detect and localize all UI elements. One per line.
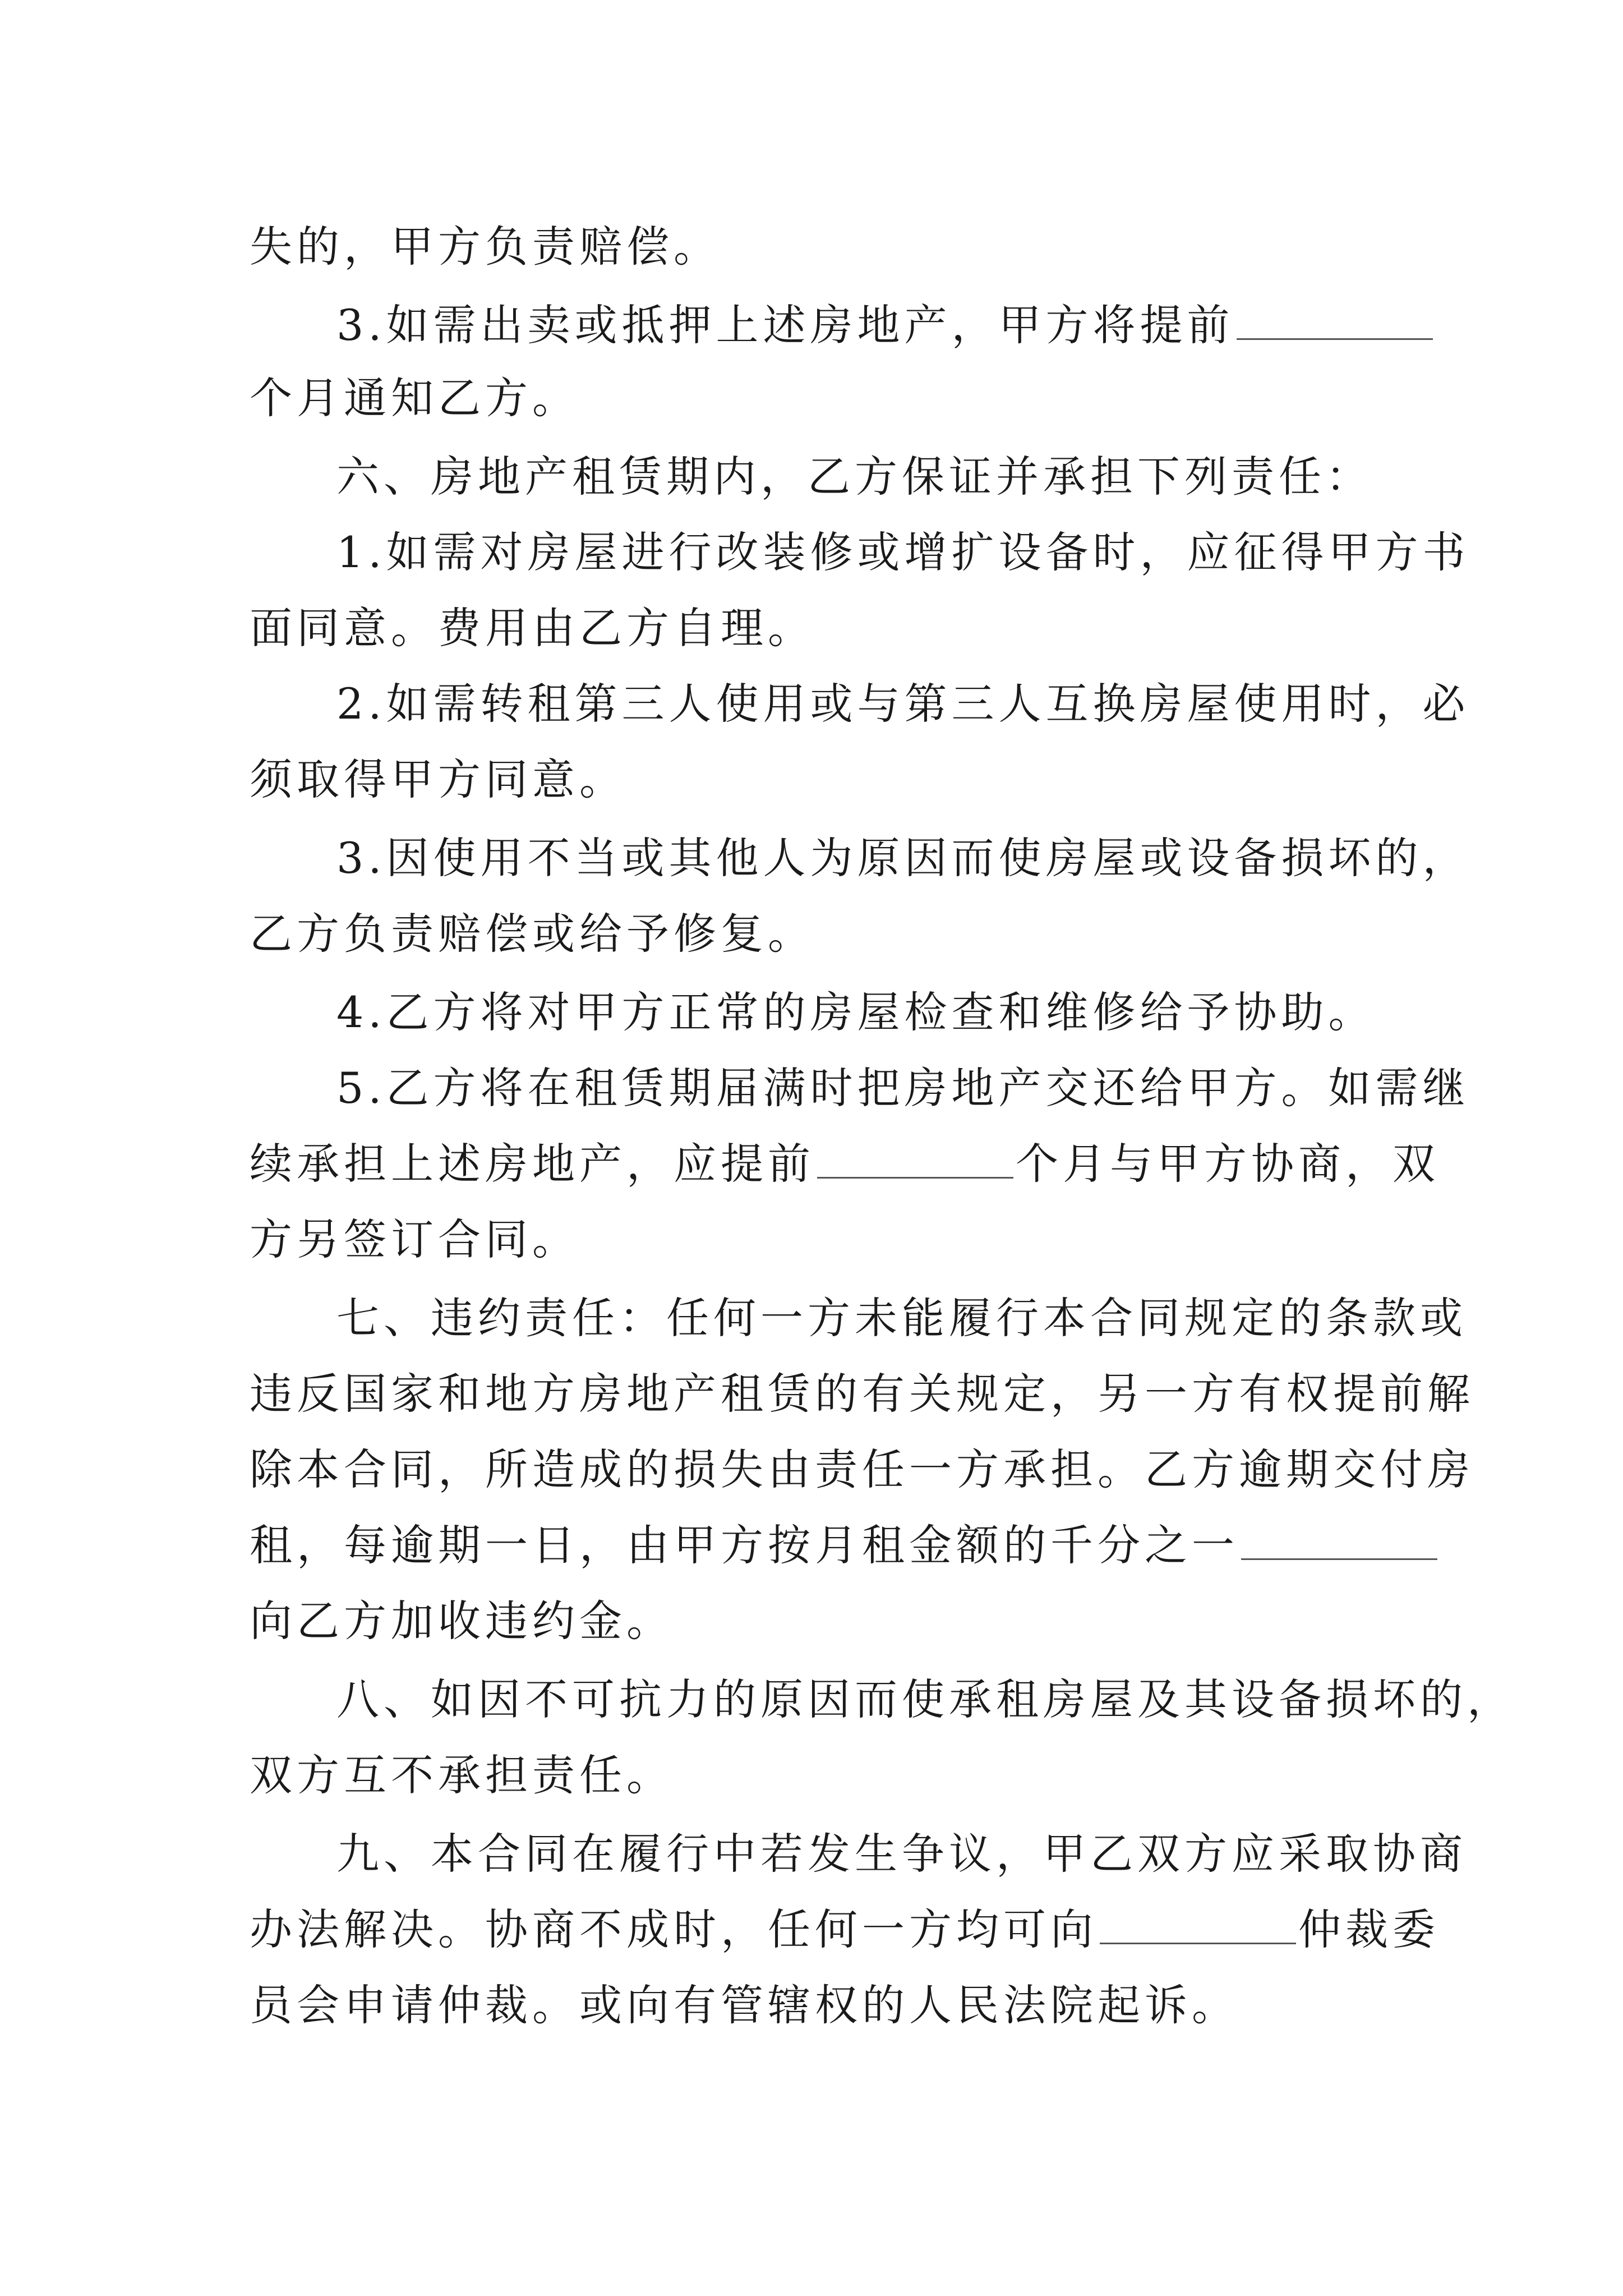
line-text: 5.乙方将在租赁期届满时把房地产交还给甲方。如需继 bbox=[336, 1063, 1470, 1113]
line-text: 须取得甲方同意。 bbox=[250, 754, 626, 804]
line-text: 八、如因不可抗力的原因而使承租房屋及其设备损坏的， bbox=[336, 1674, 1514, 1724]
text-line bbox=[336, 519, 1470, 586]
line-text: 个月与甲方协商，双 bbox=[1016, 1139, 1440, 1189]
line-text: 双方互不承担责任。 bbox=[250, 1750, 674, 1800]
text-line bbox=[250, 1130, 1440, 1198]
text-line bbox=[250, 213, 721, 280]
line-text: 面同意。费用由乙方自理。 bbox=[250, 603, 815, 653]
text-line bbox=[336, 1666, 1514, 1733]
text-line bbox=[336, 292, 1435, 359]
line-text: 仲裁委 bbox=[1298, 1904, 1440, 1954]
text-line bbox=[250, 1972, 1239, 2039]
text-line bbox=[250, 365, 579, 432]
line-text: 六、房地产租赁期内，乙方保证并承担下列责任： bbox=[336, 452, 1373, 501]
text-line bbox=[250, 1436, 1474, 1503]
line-text: 续承担上述房地产，应提前 bbox=[250, 1139, 815, 1189]
line-text: 失的，甲方负责赔偿。 bbox=[250, 222, 721, 272]
line-text: 违反国家和地方房地产租赁的有关规定，另一方有权提前解 bbox=[250, 1369, 1474, 1419]
line-text: 3.如需出卖或抵押上述房地产，甲方将提前 bbox=[336, 300, 1234, 350]
text-line bbox=[336, 1820, 1467, 1888]
text-line bbox=[250, 900, 815, 968]
text-line bbox=[250, 1206, 579, 1273]
text-line bbox=[336, 443, 1373, 510]
line-text: 员会申请仲裁。或向有管辖权的人民法院起诉。 bbox=[250, 1980, 1239, 2030]
text-line bbox=[250, 1742, 674, 1809]
line-text: 4.乙方将对甲方正常的房屋检查和维修给予协助。 bbox=[336, 987, 1376, 1037]
line-text: 除本合同，所造成的损失由责任一方承担。乙方逾期交付房 bbox=[250, 1444, 1474, 1494]
text-line bbox=[336, 979, 1376, 1046]
line-text: 乙方负责赔偿或给予修复。 bbox=[250, 909, 815, 959]
text-line bbox=[336, 670, 1470, 738]
line-text: 3.因使用不当或其他人为原因而使房屋或设备损坏的， bbox=[336, 833, 1470, 883]
text-line bbox=[250, 595, 815, 662]
text-line bbox=[250, 1896, 1440, 1963]
text-line bbox=[336, 1055, 1470, 1122]
line-text: 七、违约责任：任何一方未能履行本合同规定的条款或 bbox=[336, 1293, 1467, 1343]
line-text: 方另签订合同。 bbox=[250, 1214, 579, 1264]
line-text: 九、本合同在履行中若发生争议，甲乙双方应采取协商 bbox=[336, 1829, 1467, 1879]
text-line bbox=[250, 1360, 1474, 1428]
text-line bbox=[336, 1285, 1467, 1352]
text-line bbox=[336, 825, 1470, 892]
fill-in-blank bbox=[1241, 1519, 1437, 1560]
text-line bbox=[250, 1588, 674, 1655]
text-line bbox=[250, 1512, 1440, 1579]
fill-in-blank bbox=[817, 1138, 1013, 1179]
fill-in-blank bbox=[1100, 1903, 1296, 1944]
fill-in-blank bbox=[1237, 299, 1433, 340]
line-text: 租，每逾期一日，由甲方按月租金额的千分之一 bbox=[250, 1520, 1239, 1570]
line-text: 1.如需对房屋进行改装修或增扩设备时，应征得甲方书 bbox=[336, 527, 1470, 577]
line-text: 2.如需转租第三人使用或与第三人互换房屋使用时，必 bbox=[336, 679, 1470, 729]
text-line bbox=[250, 746, 626, 813]
line-text: 向乙方加收违约金。 bbox=[250, 1596, 674, 1646]
line-text: 个月通知乙方。 bbox=[250, 373, 579, 423]
line-text: 办法解决。协商不成时，任何一方均可向 bbox=[250, 1904, 1098, 1954]
